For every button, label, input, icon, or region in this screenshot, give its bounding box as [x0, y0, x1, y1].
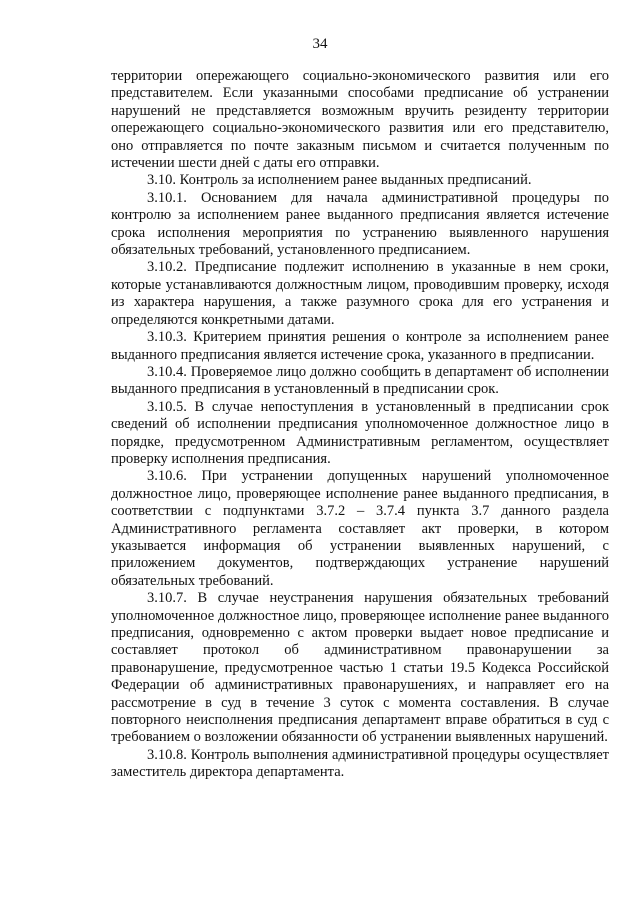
- paragraph-3-10-4: 3.10.4. Проверяемое лицо должно сообщить в департамент об исполнении выданного предписания в установленный в предписании срок.: [111, 363, 609, 398]
- paragraph-3-10-8: 3.10.8. Контроль выполнения административной процедуры осуществляет заместитель директора департамента.: [111, 746, 609, 781]
- paragraph-3-10-2: 3.10.2. Предписание подлежит исполнению в указанные в нем сроки, которые устанавливаются должностным лицом, проводившим проверку, исходя из характера нарушения, а также разумного срока для его устранения и определяются конкретными датами.: [111, 259, 609, 328]
- paragraph-3-10-5: 3.10.5. В случае непоступления в установленный в предписании срок сведений об исполнении предписания уполномоченное должностное лицо в порядке, предусмотренном Административным регламентом, осуществляет проверку исполнения предписания.: [111, 398, 609, 467]
- paragraph-continuation: территории опережающего социально-экономического развития или его представителем. Если указанными способами предписание об устранении нарушений не представляется возможным вручить резиденту территории опережающего социально-экономического развития или его представителю, оно отправляется по почте заказным письмом и считается полученным по истечении шести дней с даты его отправки.: [111, 68, 609, 172]
- paragraph-3-10-3: 3.10.3. Критерием принятия решения о контроле за исполнением ранее выданного предписания является истечение срока, указанного в предписании.: [111, 329, 609, 363]
- paragraph-3-10-1: 3.10.1. Основанием для начала административной процедуры по контролю за исполнением ранее выданного предписания является истечение срока исполнения мероприятия по устранению выявленного нарушения обязательных требований, установленного предписанием.: [111, 189, 609, 259]
- page-number: 34: [312, 36, 328, 52]
- document-body: [111, 68, 609, 782]
- paragraph-3-10-7: 3.10.7. В случае неустранения нарушения обязательных требований уполномоченное должностное лицо, проверяющее исполнение ранее выданного предписания, одновременно с актом проверки выдает новое предписание и составляет протокол об административном правонарушении за правонарушение, предусмотренное частью 1 статьи 19.5 Кодекса Российской Федерации об административных правонарушениях, и направляет его на рассмотрение в суд в течение 3 суток с момента составления. В случае повторного неисполнения предписания департамент вправе обратиться в суд с требованием о возложении обязанности об устранении выявленных нарушений.: [111, 590, 609, 746]
- paragraph-3-10: 3.10. Контроль за исполнением ранее выданных предписаний.: [147, 172, 532, 189]
- paragraph-3-10-6: 3.10.6. При устранении допущенных нарушений уполномоченное должностное лицо, проверяющее исполнение ранее выданного предписания, в соответствии с подпунктами 3.7.2 – 3.7.4 пункта 3.7 данного раздела Административного регламента составляет акт проверки, в котором указывается информация об устранении выявленных нарушений, с приложением документов, подтверждающих устранение нарушений обязательных требований.: [111, 468, 609, 589]
